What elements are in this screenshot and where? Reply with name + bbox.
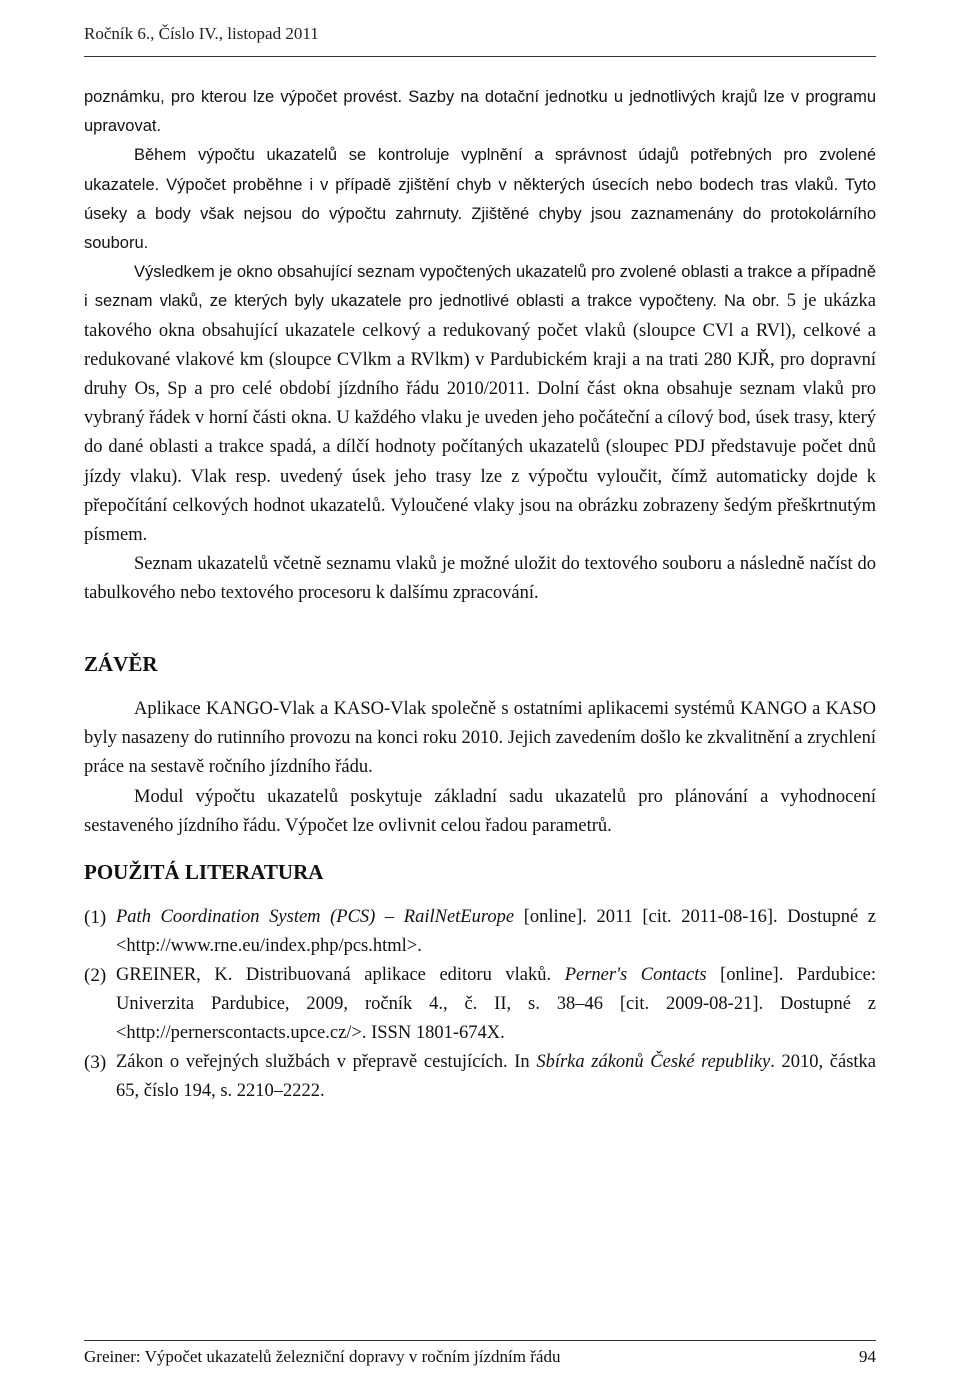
reference-text (116, 961, 876, 1048)
conclusion-paragraph-1: Aplikace KANGO-Vlak a KASO-Vlak společně s ostatními aplikacemi systémů KANGO a KASO byly nasazeny do rutinního provozu na konci roku 2010. Jejich zavedením došlo ke zkvalitnění a zrychlení práce na sestavě ročního jízdního řádu. (84, 699, 876, 778)
reference-title: Path Coordination System (PCS) – RailNetEurope (116, 907, 515, 927)
reference-number: (1) (84, 907, 107, 928)
running-header: Ročník 6., Číslo IV., listopad 2011 (84, 24, 319, 43)
running-footer: Greiner: Výpočet ukazatelů železniční dopravy v ročním jízdním řádu (84, 1347, 561, 1366)
paragraph-4: Seznam ukazatelů včetně seznamu vlaků je možné uložit do textového souboru a následně načíst do tabulkového nebo textového procesoru k dalšímu zpracování. (84, 554, 876, 604)
literature-heading: POUŽITÁ LITERATURA (84, 860, 324, 884)
reference-pre: Zákon o veřejných službách v přepravě cestujících. In (116, 1052, 537, 1072)
reference-list (84, 903, 876, 1106)
paragraph-3-serif: 5 je ukázka takového okna obsahující ukazatele celkový a redukovaný počet vlaků (sloupce CVl a RVl), celkové a redukované vlakové km (sloupce CVlkm a RVlkm) v Pardubickém kraji a na trati 280 KJŘ, pro dopravní druhy Os, Sp a pro celé období jízdního řádu 2010/2011. Dolní část okna obsahuje seznam vlaků pro vybraný řádek v horní části okna. U každého vlaku je uveden jeho počáteční a cílový bod, úsek trasy, který do dané oblasti a trakce spadá, a dílčí hodnoty počítaných ukazatelů (sloupec PDJ představuje počet dnů jízdy vlaku). Vlak resp. uvedený úsek jeho trasy lze z výpočtu vyloučit, čímž automaticky dojde k přepočítání celkových hodnot ukazatelů. Vyloučené vlaky jsou na obrázku zobrazeny šedým přeškrtnutým písmem. (84, 291, 876, 546)
header-rule (84, 56, 876, 57)
paragraph-3 (84, 258, 876, 550)
reference-item (84, 1048, 876, 1106)
conclusion-heading: ZÁVĚR (84, 652, 158, 676)
page-number: 94 (859, 1347, 876, 1366)
paragraph-1: poznámku, pro kterou lze výpočet provést. Sazby na dotační jednotku u jednotlivých krajů lze v programu upravovat. (84, 88, 876, 136)
reference-number: (3) (84, 1052, 107, 1073)
reference-rest: [online]. 2011 [cit. 2011-08-16]. Dostupné z <http://www.rne.eu/index.php/pcs.html>. (116, 907, 877, 956)
reference-rest: . 2010, částka 65, číslo 194, s. 2210–2222. (116, 1052, 876, 1101)
footer-rule (84, 1340, 876, 1341)
conclusion-paragraph-2: Modul výpočtu ukazatelů poskytuje základní sadu ukazatelů pro plánování a vyhodnocení sestaveného jízdního řádu. Výpočet lze ovlivnit celou řadou parametrů. (84, 786, 876, 836)
reference-title: Perner's Contacts (564, 965, 707, 985)
reference-text (116, 903, 876, 961)
conclusion-section (84, 695, 876, 841)
reference-item (84, 903, 876, 961)
reference-rest: [online]. Pardubice: Univerzita Pardubice, 2009, ročník 4., č. II, s. 38–46 [cit. 2009-08-21]. Dostupné z <http://pernerscontacts.upce.cz/>. ISSN 1801-674X. (116, 965, 876, 1043)
reference-text (116, 1048, 876, 1106)
reference-pre: GREINER, K. Distribuovaná aplikace editoru vlaků. (116, 965, 565, 985)
body-section (84, 83, 876, 609)
paragraph-3-sans: Výsledkem je okno obsahující seznam vypočtených ukazatelů pro zvolené oblasti a trakce a případně i seznam vlaků, ze kterých byly ukazatele pro jednotlivé oblasti a trakce vypočteny. Na obr. (84, 263, 876, 311)
reference-title: Sbírka zákonů České republiky (536, 1052, 771, 1072)
reference-number: (2) (84, 965, 107, 986)
paragraph-2: Během výpočtu ukazatelů se kontroluje vyplnění a správnost údajů potřebných pro zvolené ukazatele. Výpočet proběhne i v případě zjištění chyb v některých úsecích nebo bodech tras vlaků. Tyto úseky a body však nejsou do výpočtu zahrnuty. Zjištěné chyby jsou zaznamenány do protokolárního souboru. (84, 146, 876, 253)
reference-item (84, 961, 876, 1048)
